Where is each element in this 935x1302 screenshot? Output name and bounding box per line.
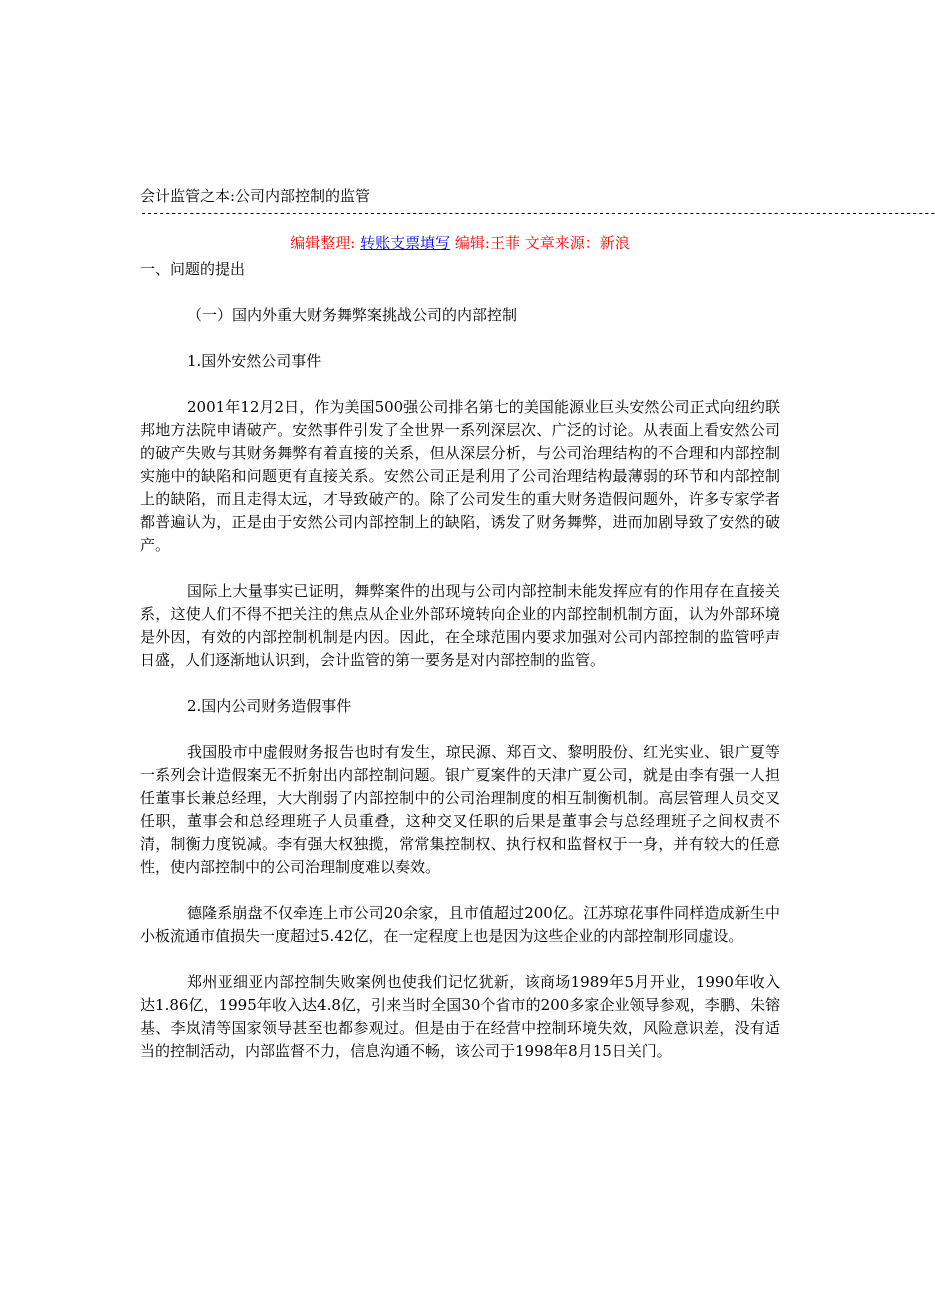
credit-label: 编辑整理: (290, 234, 361, 252)
paragraph: 德隆系崩盘不仅牵连上市公司20余家，且市值超过200亿。江苏琼花事件同样造成新生中小板流通市值损失一度超过5.42亿，在一定程度上也是因为这些企业的内部控制形同虚设。 (140, 904, 780, 945)
dashed-divider: ------------------------------------------------------------------------------------------------------------------------------------ (140, 206, 935, 220)
paragraph: 郑州亚细亚内部控制失败案例也使我们记忆犹新，该商场1989年5月开业，1990年收入达1.86亿，1995年收入达4.8亿，引来当时全国30个省市的200多家企业领导参观，李鹏、朱镕基、李岚清等国家领导甚至也都参观过。但是由于在经营中控制环境失效，风险意识差，没有适当的控制活动，内部监督不力，信息沟通不畅，该公司于1998年8月15日关门。 (140, 973, 780, 1060)
heading-enron: 1.国外安然公司事件 (187, 352, 322, 370)
paragraph: 国际上大量事实已证明，舞弊案件的出现与公司内部控制未能发挥应有的作用存在直接关系，这使人们不得不把关注的焦点从企业外部环境转向企业的内部控制机制方面，认为外部环境是外因，有效的内部控制机制是内因。因此，在全球范围内要求加强对公司内部控制的监管呼声日盛，人们逐渐地认识到，会计监管的第一要务是对内部控制的监管。 (140, 582, 780, 669)
subsection-title: （一）国内外重大财务舞弊案挑战公司的内部控制 (187, 306, 518, 324)
credit-editor: 编辑:王菲 文章来源：新浪 (450, 234, 630, 252)
section-title: 一、问题的提出 (140, 260, 246, 278)
paragraph: 2001年12月2日，作为美国500强公司排名第七的美国能源业巨头安然公司正式向纽约联邦地方法院申请破产。安然事件引发了全世界一系列深层次、广泛的讨论。从表面上看安然公司的破产失败与其财务舞弊有着直接的关系，但从深层分析，与公司治理结构的不合理和内部控制实施中的缺陷和问题更有直接关系。安然公司正是利用了公司治理结构最薄弱的环节和内部控制上的缺陷，而且走得太远，才导致破产的。除了公司发生的重大财务造假问题外，许多专家学者都普遍认为，正是由于安然公司内部控制上的缺陷，诱发了财务舞弊，进而加剧导致了安然的破产。 (140, 398, 780, 554)
credit-link[interactable]: 转账支票填写 (360, 234, 451, 252)
paragraph: 我国股市中虚假财务报告也时有发生，琼民源、郑百文、黎明股份、红光实业、银广夏等一系列会计造假案无不折射出内部控制问题。银广夏案件的天津广夏公司，就是由李有强一人担任董事长兼总经理，大大削弱了内部控制中的公司治理制度的相互制衡机制。高层管理人员交叉任职，董事会和总经理班子人员重叠，这种交叉任职的后果是董事会与总经理班子之间权责不清，制衡力度锐减。李有强大权独揽，常常集控制权、执行权和监督权于一身，并有较大的任意性，使内部控制中的公司治理制度难以奏效。 (140, 743, 780, 876)
article-body (140, 258, 780, 1086)
heading-domestic: 2.国内公司财务造假事件 (187, 697, 352, 715)
document-title: 会计监管之本:公司内部控制的监管 (140, 187, 371, 205)
credit-line (140, 232, 780, 254)
